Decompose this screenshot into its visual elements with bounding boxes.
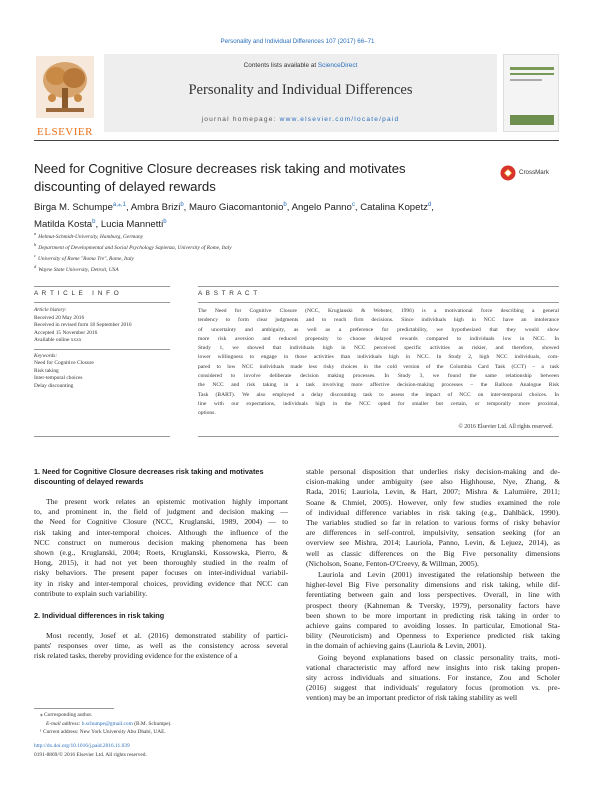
abstract-copyright: © 2016 Elsevier Ltd. All rights reserved. — [458, 424, 553, 430]
keywords-label: Keywords: — [34, 352, 58, 359]
body-line: risk taking and inter-temporal choices. Although the influence of the — [34, 527, 288, 537]
author-affiliation-mark[interactable]: d — [427, 202, 432, 208]
footnote-corresponding-text: Corresponding author. — [44, 712, 93, 718]
author-name[interactable]: Catalina Kopetz — [360, 202, 428, 214]
body-line: ity in risky and inter-temporal choices, providing evidence that NCC can — [34, 578, 288, 588]
history-label: Article history: — [34, 307, 67, 313]
email-owner: (B.M. Schumpe). — [134, 720, 172, 727]
body-line: Hong, 2015), it had not yet been thoroughly studied in the realm of — [34, 558, 288, 568]
author-name[interactable]: Lucia Mannetti — [100, 219, 164, 231]
doi-block — [34, 742, 288, 759]
abstract-line: options. — [198, 410, 216, 417]
history-list — [34, 315, 174, 345]
authors — [34, 198, 554, 232]
section1-body — [34, 497, 288, 599]
footnotes — [34, 711, 288, 737]
body-line: contribute to explain such variability. — [34, 588, 148, 598]
abstract-line: more risk aversion and reduced propensity to choose delayed rewards compared to individuals low in NCC. In — [198, 335, 559, 342]
author-separator: , — [95, 219, 101, 231]
body-line: overview see Mishra, 2014; Lauriola, Panno, Levin, & Lejuez, 2014), as — [306, 538, 560, 548]
abstract-heading: A B S T R A C T — [198, 290, 259, 297]
email-link[interactable]: b.schumpe@gmail.com — [81, 720, 133, 727]
history-item: Available online xxxx — [34, 337, 82, 343]
body-line: are differences in self-control, impulsivity, sensation seeking (for an — [306, 528, 560, 538]
body-line: prospect theory (Kahneman & Tversky, 1979), personality factors have — [306, 600, 560, 610]
keywords-list — [34, 360, 174, 390]
elsevier-tree-icon — [34, 54, 96, 120]
crossmark-icon — [500, 165, 516, 181]
journal-title: Personality and Individual Differences — [188, 82, 413, 98]
affiliation-item — [34, 252, 554, 263]
column-right-para3 — [306, 653, 560, 704]
footnote-corresponding: ⁎ Corresponding author. — [40, 712, 93, 718]
author-affiliation-mark[interactable]: b — [283, 202, 287, 208]
abstract-divider-mid — [198, 302, 559, 303]
body-line: in the domain of achieving gains (Lauriola & Levin, 2001). — [306, 641, 487, 651]
section1-heading-line2: discounting of delayed rewards — [34, 477, 144, 486]
history-item: Received in revised form 18 September 2016 — [34, 322, 132, 328]
body-line: shown (e.g., Kruglanski, 2004; Roets, Kruglanski, Kossowska, Pierro, & — [34, 548, 288, 558]
column-right-para2 — [306, 570, 560, 652]
keyword-item: Need for Cognitive Closure — [34, 360, 94, 366]
contents-prefix: Contents lists available at — [243, 62, 317, 69]
author-separator: , — [125, 202, 131, 214]
homepage-link[interactable]: www.elsevier.com/locate/paid — [279, 116, 400, 123]
body-line: The variables studied so far in relation to various forms of risky behavior — [306, 518, 560, 528]
section1-heading — [34, 467, 288, 487]
email-label: E-mail address: — [46, 720, 81, 727]
journal-reference[interactable]: Personality and Individual Differences 107 (2017) 66–71 — [220, 38, 375, 45]
author-separator: , — [286, 202, 292, 214]
info-divider-bottom — [34, 436, 170, 437]
abstract-line: The Need for Cognitive Closure (NCC, Kruglanski & Webster, 1996) is a motivational force describing a general — [198, 308, 559, 314]
footnote-current: ¹ Current address: New York University Abu Dhabi, UAE. — [40, 729, 166, 735]
publisher-name: ELSEVIER — [37, 126, 93, 138]
body-line: The present work relates an epistemic motivation highly important — [46, 497, 288, 506]
abstract-body — [198, 307, 559, 419]
affiliation-mark: a — [34, 231, 37, 236]
abstract-line: lower willingness to engage in those activities than individuals high in NCC. In Study 2, high NCC individuals, com- — [198, 354, 559, 361]
abstract-line: Task (BART). We also employed a delay discounting task to assess the impact of NCC on inter-temporal choices. In — [198, 391, 559, 398]
body-line: NCC construct on numerous decision making phenomena has been — [34, 537, 288, 547]
author-name[interactable]: Angelo Panno — [291, 202, 352, 214]
abstract-line: pared to low NCC individuals made less risky choices in the cold version of the Columbia Card Task (CCT) – a task — [198, 363, 559, 370]
affiliation-text: Department of Developmental and Social Psychology Sapienza, University of Rome, Italy — [38, 244, 232, 251]
info-divider-top — [34, 286, 170, 287]
body-line: sity across individuals and situations. For instance, Zou and Scholer — [306, 673, 560, 683]
affiliation-item — [34, 263, 554, 274]
footnote-email — [34, 720, 288, 729]
abstract-line: of uncertainty and ambiguity, as well as a preference for predictability, we hypothesized that they would show — [198, 326, 559, 333]
author-separator: , — [354, 202, 361, 214]
author-affiliation-mark[interactable]: a,⁎,1 — [112, 202, 126, 208]
body-line: Rada, 2016; Lauriola, Levin, & Hart, 2007; Mishra & Lalumière, 2011; — [306, 487, 560, 497]
affiliation-text: Helmut-Schmidt-University, Hamburg, Germany — [38, 233, 144, 240]
article-info — [34, 307, 174, 390]
body-line: risk related tasks, thereby providing evidence for the existence of a — [34, 651, 238, 661]
crossmark-badge[interactable] — [500, 165, 560, 183]
affiliation-mark: b — [34, 242, 37, 248]
info-divider-mid — [34, 302, 170, 303]
body-line: Soane & Chmiel, 2005). However, only few studies examined the role — [306, 497, 560, 507]
author-separator: , — [431, 202, 434, 214]
body-line: to, and prominent in, the field of judgment and decision making — — [34, 507, 288, 517]
affiliation-mark: c — [34, 253, 36, 259]
body-line: bility (Neuroticism) and Openness to Experience predicted risk taking — [306, 631, 560, 641]
affiliations — [34, 230, 554, 274]
body-line: vational characteristic may afford new insights into risk taking propen- — [306, 662, 560, 672]
affiliation-mark: d — [34, 264, 37, 270]
abstract-line: tendency to form clear judgments and to reach firm decisions. Since individuals high in NCC have an intolerance — [198, 317, 559, 324]
author-affiliation-mark[interactable]: b — [163, 219, 167, 226]
contents-line — [104, 62, 497, 69]
affiliation-text: University of Rome "Roma Tre", Rome, Italy — [37, 255, 134, 262]
issn-line: 0191-8869/© 2016 Elsevier Ltd. All rights reserved. — [34, 751, 147, 758]
author-affiliation-mark[interactable]: b — [92, 219, 96, 226]
body-line: stable personal disposition that underlies risky decision-making and de- — [306, 467, 560, 476]
body-line: risky behaviors. The present paper focuses on inter-individual variabil- — [34, 568, 288, 578]
section1-heading-line1: 1. Need for Cognitive Closure decreases risk taking and motivates — [34, 467, 264, 476]
history-item: Received 20 May 2016 — [34, 314, 85, 321]
body-line: Most recently, Josef et al. (2016) demonstrated stability of partici- — [46, 631, 288, 641]
section2-body — [34, 631, 288, 662]
footnote-current-text: Current address: New York University Abu Dhabi, UAE. — [42, 729, 166, 735]
column-right-para1 — [306, 467, 560, 569]
author-name[interactable]: Matilda Kosta — [34, 219, 93, 231]
body-line: Going beyond explanations based on classic personality traits, moti- — [318, 652, 560, 662]
section2-heading: 2. Individual differences in risk taking — [34, 611, 165, 621]
author-affiliation-mark[interactable]: c — [351, 202, 355, 208]
column-left — [34, 467, 288, 662]
article-title-line2: discounting of delayed rewards — [34, 179, 216, 194]
sciencedirect-link[interactable]: ScienceDirect — [317, 62, 358, 69]
keyword-item: Risk taking — [34, 367, 59, 374]
info-inner-divider — [34, 349, 170, 350]
abstract-line: the NCC and risk taking in a task involving more affective decision-making processes – the Balloon Analogue Risk — [198, 382, 559, 389]
author-name[interactable]: Ambra Brizi — [130, 202, 181, 214]
body-line: higher-level Big Five personality dimensions and risk taking, while dif- — [306, 580, 560, 590]
body-line: vention) may be an important predictor of risk taking stability as well — [306, 693, 518, 703]
body-line: ferentiating between gain and loss perspectives. Overall, in line with — [306, 590, 560, 600]
affiliation-text: Wayne State University, Detroit, USA — [38, 267, 119, 274]
body-line: (Nicholson, Soane, Fenton-O'Creevy, & Willman, 2005). — [306, 558, 479, 568]
body-line: achieve gains compared to avoiding losses. In particular, Emotional Sta- — [306, 621, 560, 631]
column-right — [306, 467, 560, 704]
abstract-line: Study 1, we showed that individuals high in NCC perceived specific activities as riskier, and therefore, showed — [198, 345, 559, 352]
body-line: pants' responses over time, as well as the consistency across several — [34, 641, 288, 651]
crossmark-label: CrossMark — [519, 169, 549, 176]
keyword-item: Inter-temporal choices — [34, 375, 83, 381]
body-line: (2016) suggest that individuals' regulatory focus (promotion vs. pre- — [306, 683, 560, 693]
journal-cover — [503, 54, 559, 132]
body-line: cision-making under ambiguity (see also Highhouse, Nye, Zhang, & — [306, 477, 560, 487]
body-line: of individual difference variables in risk taking (e.g., Dahlbäck, 1990). — [306, 507, 560, 517]
body-line: Lauriola and Levin (2001) investigated the relationship between the — [318, 570, 560, 580]
affiliation-item — [34, 241, 554, 252]
article-info-heading: A R T I C L E I N F O — [34, 290, 120, 297]
abstract-line: line with our expectations, individuals high in the NCC opted for smaller but certain, or temporally more proximal, — [198, 400, 559, 407]
author-separator: , — [183, 202, 190, 214]
abstract-divider-bottom — [198, 436, 559, 437]
homepage-line — [104, 116, 497, 123]
body-line: the Need for Cognitive Closure (NCC, Kruglanski, 1989, 2004) — to — [34, 517, 288, 527]
author-name[interactable]: Birga M. Schumpe — [34, 202, 113, 214]
authors-line1 — [34, 198, 554, 215]
homepage-prefix: journal homepage: — [201, 116, 277, 123]
body-line: been shown to be more important in predicting risk taking in order to — [306, 610, 560, 620]
header-divider — [34, 140, 559, 141]
history-item: Accepted 15 November 2016 — [34, 329, 98, 336]
affiliation-item — [34, 230, 554, 241]
footnote-divider — [34, 708, 114, 709]
author-affiliation-mark[interactable]: b — [180, 202, 184, 208]
article-title — [34, 160, 474, 196]
doi-link[interactable]: http://dx.doi.org/10.1016/j.paid.2016.11.039 — [34, 743, 130, 749]
author-name[interactable]: Mauro Giacomantonio — [189, 202, 284, 214]
elsevier-logo — [34, 54, 96, 138]
keyword-item: Delay discounting — [34, 382, 74, 389]
article-title-line1: Need for Cognitive Closure decreases risk taking and motivates — [34, 161, 406, 176]
body-line: well as classic differences on the Big Five personality dimensions — [306, 548, 560, 558]
abstract-line: considered to involve deliberate decision making processes. In Study 3, we found the same relationship between — [198, 373, 559, 380]
abstract-divider-top — [198, 286, 559, 287]
